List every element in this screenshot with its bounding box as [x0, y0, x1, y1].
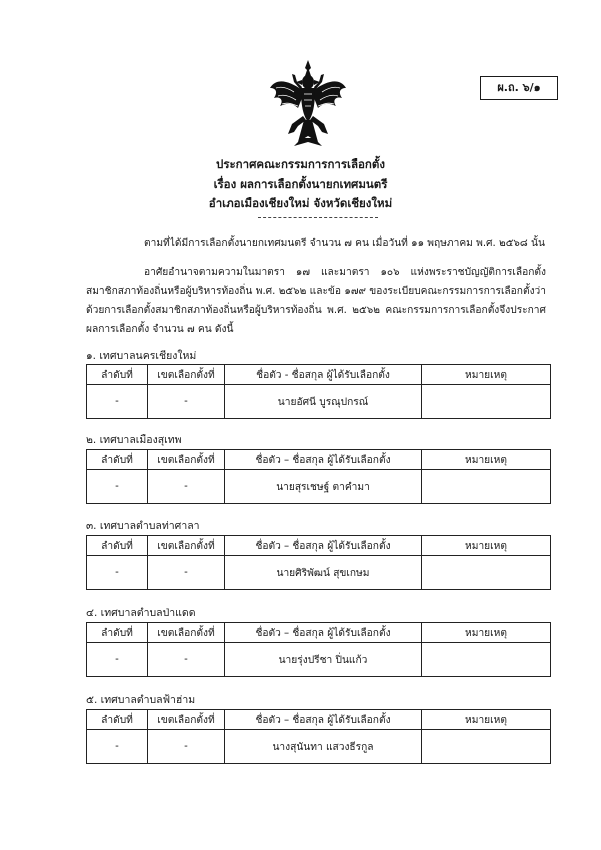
- district-cell: -: [148, 556, 225, 590]
- section-heading: ๒. เทศบาลเมืองสุเทพ: [86, 434, 182, 446]
- header-cell: ชื่อตัว – ชื่อสกุล ผู้ได้รับเลือกตั้ง: [225, 450, 422, 470]
- elected-name-cell: นายรุ่งปรีชา ปิ่นแก้ว: [225, 643, 422, 677]
- remark-cell: [422, 730, 551, 764]
- table-header-row: [87, 450, 551, 470]
- remark-cell: [422, 643, 551, 677]
- district-cell: -: [148, 385, 225, 419]
- header-cell: หมายเหตุ: [422, 536, 551, 556]
- header-cell: หมายเหตุ: [422, 623, 551, 643]
- results-table: [86, 364, 551, 419]
- header-cell: หมายเหตุ: [422, 365, 551, 385]
- table-row: [87, 643, 551, 677]
- elected-name-cell: นางสุนันทา แสวงธีรกูล: [225, 730, 422, 764]
- remark-cell: [422, 385, 551, 419]
- district-cell: -: [148, 470, 225, 504]
- elected-name-cell: นายศิริพัฒน์ สุขเกษม: [225, 556, 422, 590]
- header-cell: ชื่อตัว – ชื่อสกุล ผู้ได้รับเลือกตั้ง: [225, 623, 422, 643]
- table-row: [87, 470, 551, 504]
- table-row: [87, 730, 551, 764]
- announcement-subject: เรื่อง ผลการเลือกตั้งนายกเทศมนตรี: [213, 177, 388, 191]
- order-cell: -: [87, 643, 148, 677]
- table-row: [87, 385, 551, 419]
- section-heading: ๑. เทศบาลนครเชียงใหม่: [86, 350, 197, 362]
- header-cell: เขตเลือกตั้งที่: [148, 710, 225, 730]
- form-number-box: ผ.ถ. ๖/๑: [480, 76, 558, 100]
- garuda-emblem-icon: [268, 58, 348, 148]
- header-cell: ชื่อตัว – ชื่อสกุล ผู้ได้รับเลือกตั้ง: [225, 710, 422, 730]
- results-table: [86, 709, 551, 764]
- section-heading: ๓. เทศบาลตำบลท่าศาลา: [86, 520, 200, 532]
- announcement-title: ประกาศคณะกรรมการการเลือกตั้ง: [216, 157, 385, 171]
- header-cell: หมายเหตุ: [422, 710, 551, 730]
- order-cell: -: [87, 556, 148, 590]
- elected-name-cell: นายสุรเชษฐ์ ตาคำมา: [225, 470, 422, 504]
- intro-paragraph-2: อาศัยอำนาจตามความในมาตรา ๑๗ และมาตรา ๑๐๖ แห่งพระราชบัญญัติการเลือกตั้งสมาชิกสภาท้องถิ่นหรือผู้บริหารท้องถิ่น พ.ศ. ๒๕๖๒ และข้อ ๑๗๙ ของระเบียบคณะกรรมการการเลือกตั้งว่าด้วยการเลือกตั้งสมาชิกสภาท้องถิ่นหรือผู้บริหารท้องถิ่น พ.ศ. ๒๕๖๒ คณะกรรมการการเลือกตั้งจึงประกาศผลการเลือกตั้ง จำนวน ๗ คน ดังนี้: [86, 267, 546, 335]
- header-cell: ลำดับที่: [87, 536, 148, 556]
- title-divider: [258, 217, 378, 218]
- remark-cell: [422, 556, 551, 590]
- header-cell: ลำดับที่: [87, 623, 148, 643]
- header-cell: เขตเลือกตั้งที่: [148, 623, 225, 643]
- header-cell: ชื่อตัว – ชื่อสกุล ผู้ได้รับเลือกตั้ง: [225, 536, 422, 556]
- table-header-row: [87, 365, 551, 385]
- section-heading: ๕. เทศบาลตำบลฟ้าฮ่าม: [86, 694, 196, 706]
- header-cell: เขตเลือกตั้งที่: [148, 365, 225, 385]
- table-header-row: [87, 623, 551, 643]
- remark-cell: [422, 470, 551, 504]
- district-cell: -: [148, 730, 225, 764]
- intro-paragraph-1: ตามที่ได้มีการเลือกตั้งนายกเทศมนตรี จำนวน ๗ คน เมื่อวันที่ ๑๑ พฤษภาคม พ.ศ. ๒๕๖๘ นั้น: [144, 238, 545, 249]
- results-table: [86, 622, 551, 677]
- results-table: [86, 449, 551, 504]
- header-cell: ลำดับที่: [87, 710, 148, 730]
- order-cell: -: [87, 385, 148, 419]
- header-cell: เขตเลือกตั้งที่: [148, 536, 225, 556]
- header-cell: หมายเหตุ: [422, 450, 551, 470]
- table-header-row: [87, 536, 551, 556]
- header-cell: เขตเลือกตั้งที่: [148, 450, 225, 470]
- table-header-row: [87, 710, 551, 730]
- header-cell: ลำดับที่: [87, 365, 148, 385]
- announcement-district: อำเภอเมืองเชียงใหม่ จังหวัดเชียงใหม่: [208, 196, 393, 210]
- header-cell: ชื่อตัว - ชื่อสกุล ผู้ได้รับเลือกตั้ง: [225, 365, 422, 385]
- order-cell: -: [87, 470, 148, 504]
- header-cell: ลำดับที่: [87, 450, 148, 470]
- elected-name-cell: นายอัศนี บูรณุปกรณ์: [225, 385, 422, 419]
- district-cell: -: [148, 643, 225, 677]
- section-heading: ๔. เทศบาลตำบลป่าแดด: [86, 607, 196, 619]
- order-cell: -: [87, 730, 148, 764]
- results-table: [86, 535, 551, 590]
- table-row: [87, 556, 551, 590]
